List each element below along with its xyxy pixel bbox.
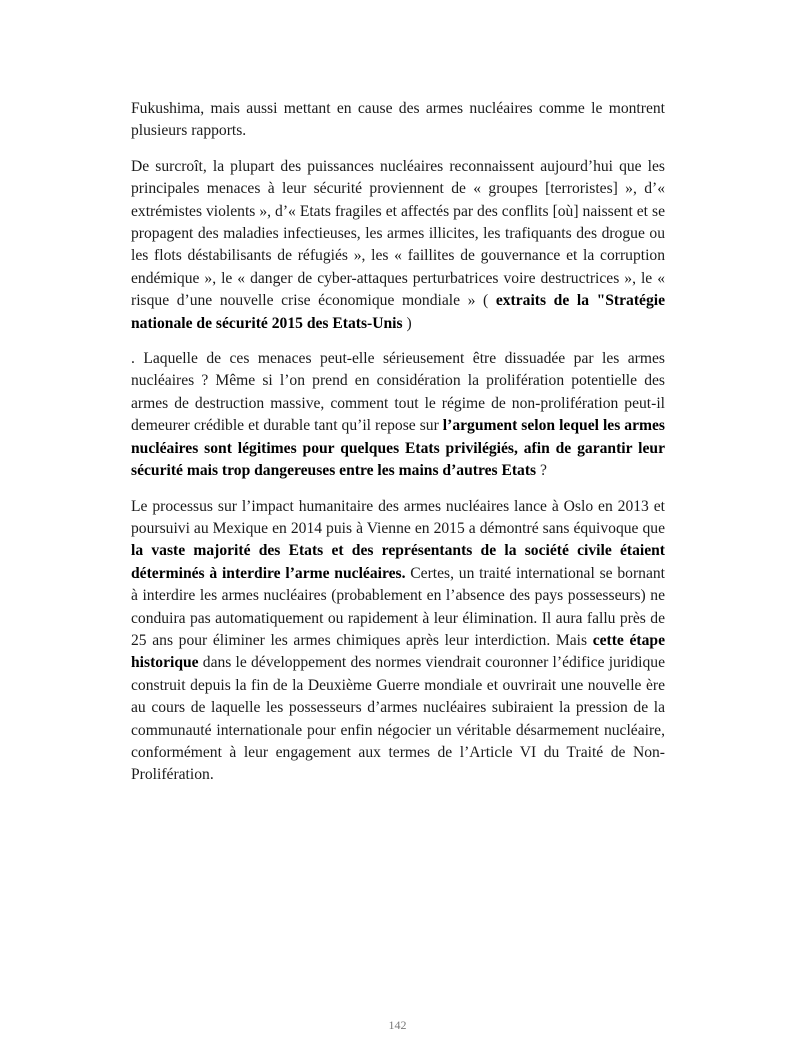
paragraph-4-text-2: Certes, un traité international se bornant à interdire les armes nucléaires (probablement en l’absence des pays possesseurs) ne conduira pas automatiquement ou rapidement à leur élimination. Il aura fallu près de 25 ans pour éliminer les armes chimiques après leur interdiction. Mais <box>131 564 665 649</box>
paragraph-2-closing: ) <box>402 314 412 332</box>
paragraph-1-text: Fukushima, mais aussi mettant en cause des armes nucléaires comme le montrent plusieurs rapports. <box>131 100 665 140</box>
paragraph-4-text-1: Le processus sur l’impact humanitaire des armes nucléaires lance à Oslo en 2013 et poursuivi au Mexique en 2014 puis à Vienne en 2015 a démontré sans équivoque que <box>131 497 665 537</box>
paragraph-4-emphasis-2: cette étape historique <box>131 631 665 672</box>
paragraph-2-text: De surcroît, la plupart des puissances nucléaires reconnaissent aujourd’hui que les principales menaces à leur sécurité proviennent de « groupes [terroristes] », d’« extrémistes violents », d’« Etats fragiles et affectés par des conflits [où] naissent et se propagent des maladies infectieuses, les armes illicites, les trafiquants des drogue ou les flots déstabilisants de réfugiés », les « faillites de gouvernance et la corruption endémique », le « danger de cyber-attaques perturbatrices voire destructrices », le « risque d’une nouvelle crise économique mondiale » ( <box>131 157 665 310</box>
paragraph-4 <box>131 496 665 787</box>
paragraph-1 <box>131 98 665 143</box>
paragraph-3 <box>131 348 665 482</box>
paragraph-3-emphasis: l’argument selon lequel les armes nucléaires sont légitimes pour quelques Etats privilégiés, afin de garantir leur sécurité mais trop dangereuses entre les mains d’autres Etats <box>131 417 665 480</box>
paragraph-2 <box>131 156 665 335</box>
paragraph-4-text-3: dans le développement des normes viendrait couronner l’édifice juridique construit depuis la fin de la Deuxième Guerre mondiale et ouvrirait une nouvelle ère au cours de laquelle les possesseurs d’armes nucléaires subiraient la pression de la communauté internationale pour enfin négocier un véritable désarmement nucléaire, conformément à leur engagement aux termes de l’Article VI du Traité de Non-Prolifération. <box>131 654 665 784</box>
body-text <box>131 98 665 800</box>
paragraph-4-emphasis-1: la vaste majorité des Etats et des représentants de la société civile étaient déterminés à interdire l’arme nucléaires. <box>131 542 665 582</box>
paragraph-3-text: . Laquelle de ces menaces peut-elle sérieusement être dissuadée par les armes nucléaires ? Même si l’on prend en considération la prolifération potentielle des armes de destruction massive, comment tout le régime de non-prolifération peut-il demeurer crédible et durable tant qu’il repose sur <box>131 350 665 435</box>
paragraph-2-citation: extraits de la "Stratégie nationale de sécurité 2015 des Etats-Unis <box>131 292 665 332</box>
paragraph-3-closing: ? <box>536 462 547 480</box>
page-number: 142 <box>388 1018 407 1032</box>
